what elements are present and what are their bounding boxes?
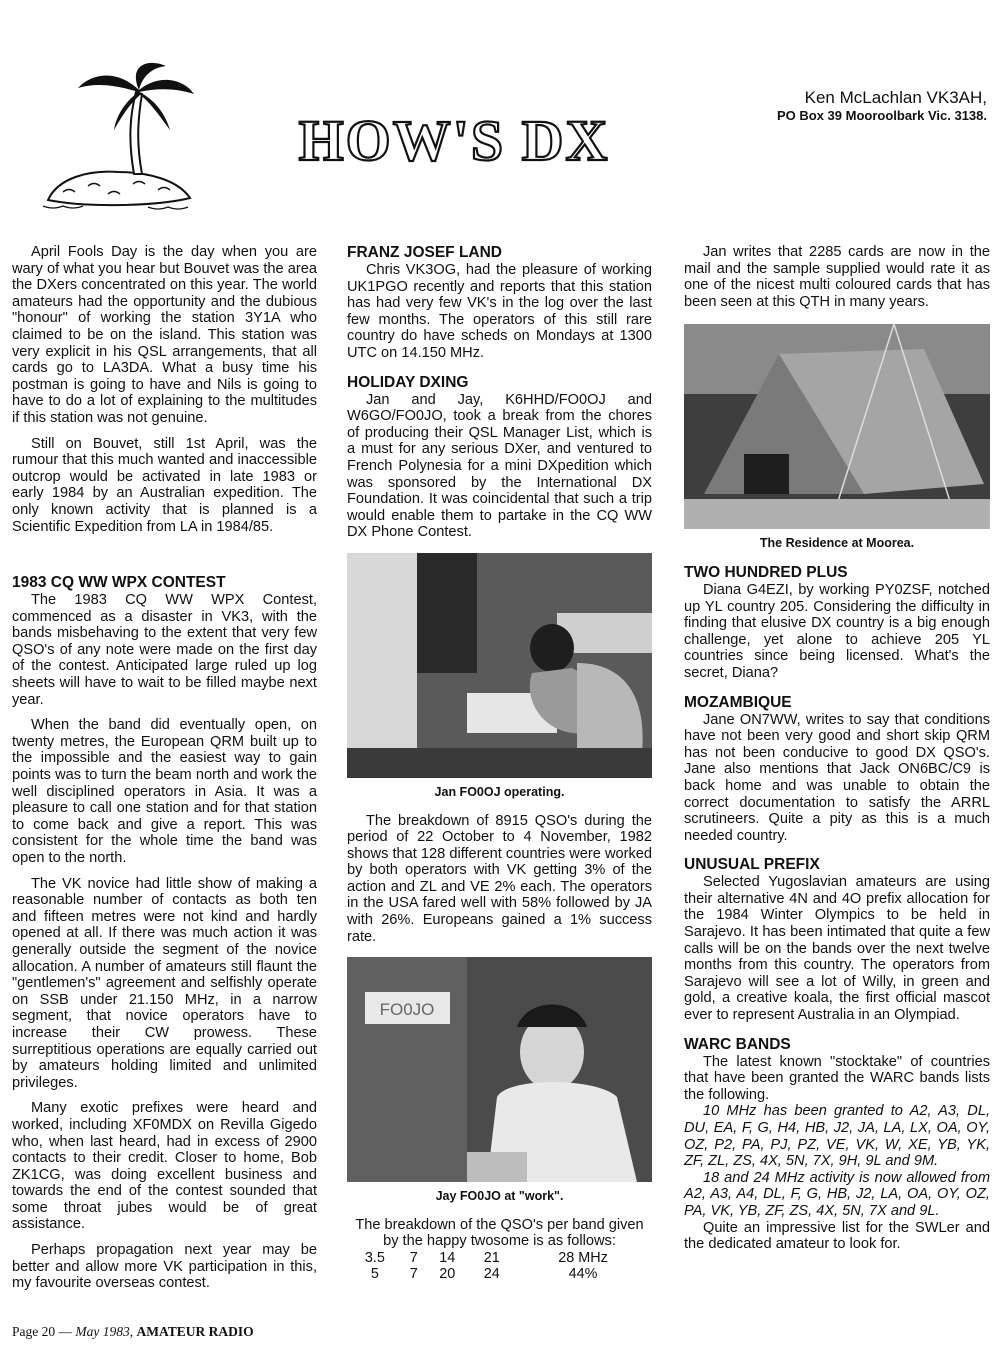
table-row [347, 1266, 652, 1282]
magazine-name: AMATEUR RADIO [136, 1324, 254, 1339]
band-breakdown-table [347, 1250, 652, 1282]
photo-residence-moorea [684, 324, 990, 529]
paragraph: Quite an impressive list for the SWLer and the dedicated amateur to look for. [684, 1219, 990, 1253]
paragraph: When the band did eventually open, on twenty metres, the European QRM built up to the impossible and the easiest way to gain points was to turn the beam north and work the well disciplined operators in Asia. It was a pleasure to call one station and for that station to come back and give a report. This was consistent for the whole time the band was open to the north. [12, 717, 317, 866]
paragraph: Jan and Jay, K6HHD/FO0OJ and W6GO/FO0JO, took a break from the chores of producing their QSL Manager List, which is a must for any serious DXer, and ventured to French Polynesia for a mini DXpedition which was sponsored by the International DX Foundation. It was coincidental that such a trip would enable them to partake in the CQ WW DX Phone Contest. [347, 391, 652, 541]
paragraph: Perhaps propagation next year may be better and allow more VK participation in this, my favourite overseas contest. [12, 1242, 317, 1292]
column-2 [347, 244, 652, 1282]
paragraph: The breakdown of the QSO's per band given by the happy twosome is as follows: [355, 1216, 644, 1250]
paragraph: Still on Bouvet, still 1st April, was the rumour that this much wanted and inaccessible outcrop would be activated in late 1983 or early 1984 by an Australian expedition. The only known activity that is planned is a Scientific Expedition from LA in 1984/85. [12, 435, 317, 535]
section-heading: FRANZ JOSEF LAND [347, 244, 502, 261]
photo-caption: Jay FO0JO at "work". [435, 1189, 564, 1204]
photo-jay-at-work [347, 957, 652, 1182]
paragraph: Diana G4EZI, by working PY0ZSF, notched up YL country 205. Considering the difficulty in finding that elusive DX country is a big enough challenge, yet alone to achieve 205 YL countries since being licensed. What's the secret, Diana? [684, 581, 990, 681]
photo-sign-text: FO0JO [379, 1000, 435, 1020]
table-row [347, 1250, 652, 1266]
column-3 [684, 244, 990, 1262]
table-cell: 24 [483, 1266, 500, 1283]
author-name: Ken McLachlan VK3AH, [804, 88, 987, 107]
page-title [262, 108, 646, 168]
paragraph: The latest known "stocktake" of countries that have been granted the WARC bands lists the following. [684, 1053, 990, 1103]
table-cell: 5 [370, 1266, 379, 1283]
table-cell: 20 [439, 1266, 456, 1283]
table-cell: 21 [483, 1250, 500, 1267]
table-cell: 28 MHz [558, 1250, 608, 1267]
table-cell: 3.5 [364, 1250, 385, 1267]
paragraph: 10 MHz has been granted to A2, A3, DL, DU, EA, F, G, H4, HB, J2, JA, LA, LX, OA, OY, OZ, P2, PA, PJ, PZ, VE, VK, W, XE, YB, YK, ZF, ZL, ZS, 4X, 5N, 7X, 9H, 9L and 9M. [684, 1103, 990, 1170]
table-cell: 7 [409, 1250, 418, 1267]
paragraph: The breakdown of 8915 QSO's during the period of 22 October to 4 November, 1982 shows that 128 different countries were worked by both operators with VK getting 3% of the action and ZL and VE 2% each. The operators in the USA fared well with 58% followed by JA with 26%. Europeans gained a 1% success rate. [347, 812, 652, 945]
paragraph: Many exotic prefixes were heard and worked, including XF0MDX on Revilla Gigedo who, when last heard, had in excess of 2900 contacts to their credit. Closer to home, Bob ZK1CG, was doing excellent business and towards the end of the contest sounded that some throat jubes would be of great assistance. [12, 1100, 317, 1233]
paragraph: Jane ON7WW, writes to say that conditions have not been very good and short skip QRM has not been conducive to good DX QSO's. Jane also mentions that Jack ON6BC/C9 is back home and was unable to obtain the correct documentation to satisfy the ARRL scrutineers. Quite a pity as this is a much needed country. [684, 711, 990, 844]
page-title-text: HOW'S DX [298, 108, 610, 170]
author-address: PO Box 39 Mooroolbark Vic. 3138. [776, 108, 987, 123]
page-footer [12, 1324, 254, 1340]
paragraph: April Fools Day is the day when you are wary of what you hear but Bouvet was the area the DXers concentrated on this year. The world amateurs had the opportunity and the dubious "honour" of working the station 3Y1A who claimed to be on the island. This station was very explicit in his QSL arrangements, that all cards go to LA3DA. What a busy time his postman is going to have and Nils is going to have to do a lot of explaining to the multitudes if this station was not genuine. [12, 244, 317, 426]
paragraph: 18 and 24 MHz activity is now allowed from A2, A3, A4, DL, F, G, HB, J2, LA, OA, OY, OZ, PA, VK, YB, ZF, ZS, 4X, 5N, 7X and 9L. [684, 1169, 990, 1219]
page-number: Page 20 — [12, 1324, 72, 1339]
section-heading: 1983 CQ WW WPX CONTEST [12, 574, 226, 592]
section-heading: TWO HUNDRED PLUS [684, 563, 848, 581]
paragraph: The 1983 CQ WW WPX Contest, commenced as a disaster in VK3, with the bands misbehaving to the extent that very few QSO's of any note were made on the first day of the contest. Anticipated large ruled up log sheets will have to wait to be filled maybe next year. [12, 592, 317, 708]
photo-jan-operating [347, 553, 652, 778]
paragraph: Jan writes that 2285 cards are now in the mail and the sample supplied would rate it as one of the nicest multi coloured cards that has been seen at this QTH in many years. [684, 244, 990, 310]
column-1 [12, 244, 317, 1301]
paragraph: Selected Yugoslavian amateurs are using their alternative 4N and 4O prefix allocation for the 1984 Winter Olympics to be held in Sarajevo. It has been intimated that quite a few calls will be on the bands over the next twelve months from this country. The operators from Sarajevo will see a lot of Willy, in green and gold, a creative koala, the first official mascot ever to represent Australia in an Olympiad. [684, 874, 990, 1024]
photo-caption: Jan FO0OJ operating. [434, 784, 565, 799]
issue-date: May 1983, [75, 1324, 134, 1339]
table-cell: 7 [409, 1266, 418, 1283]
paragraph: The VK novice had little show of making a reasonable number of contacts as both ten and fifteen metres were not kind and hardly opened at all. If there was much action it was generally outside the segment of the novice allocation. A number of amateurs still flaunt the "gentlemen's" agreement and selfishly operate on SSB under 21.150 MHz, in a narrow segment, that novice operators have to increase their CW prowess. These surreptitious operations are equally carried out by amateurs holding limited and unlimited privileges. [12, 875, 317, 1091]
section-heading: UNUSUAL PREFIX [684, 856, 820, 874]
palm-island-illustration [38, 60, 198, 210]
table-cell: 14 [439, 1250, 456, 1267]
table-cell: 44% [568, 1266, 598, 1283]
section-heading: MOZAMBIQUE [684, 693, 792, 711]
section-heading: HOLIDAY DXING [347, 373, 469, 391]
section-heading: WARC BANDS [684, 1035, 791, 1053]
photo-caption: The Residence at Moorea. [759, 536, 915, 551]
paragraph: Chris VK3OG, had the pleasure of working UK1PGO recently and reports that this station has had very few VK's in the log over the last few months. The operators of this still rare country do have scheds on Mondays at 1300 UTC on 14.150 MHz. [347, 262, 652, 361]
